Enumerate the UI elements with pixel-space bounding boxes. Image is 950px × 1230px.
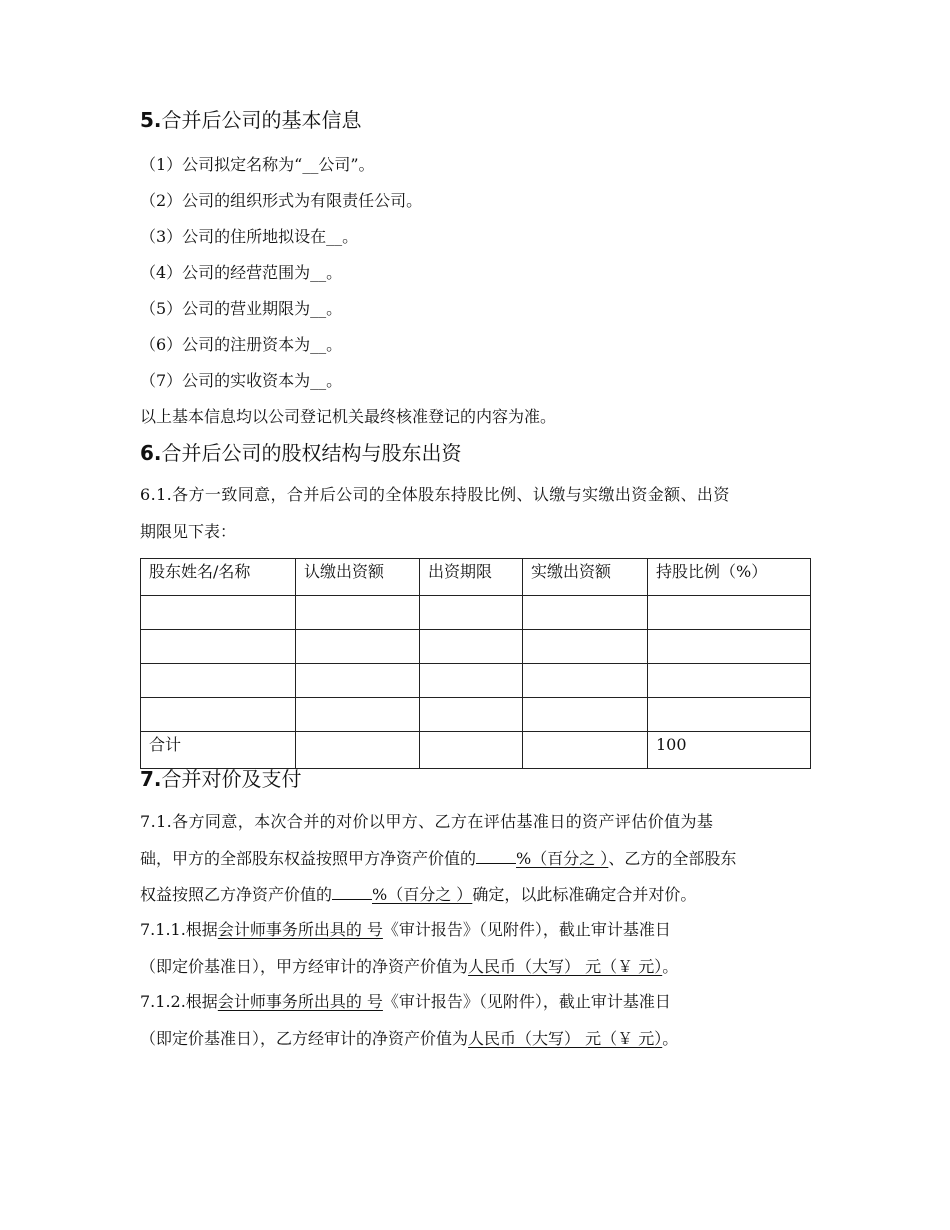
table-cell bbox=[420, 698, 523, 732]
header-subscribed-capital: 认缴出资额 bbox=[296, 559, 420, 596]
section-5-title: 合并后公司的基本信息 bbox=[161, 108, 362, 132]
table-cell bbox=[648, 698, 811, 732]
section-7-1-line-3-text-a: 权益按照乙方净资产价值的 bbox=[140, 885, 333, 904]
table-cell bbox=[420, 664, 523, 698]
table-cell bbox=[296, 698, 420, 732]
total-label-cell: 合计 bbox=[141, 732, 296, 769]
section-7-1-line-3-text-c: 确定，以此标准确定合并对价。 bbox=[472, 885, 697, 904]
section-7-1-2-suffix: 《审计报告》（见附件），截止审计基准日 bbox=[382, 992, 671, 1011]
section-6-heading bbox=[140, 440, 462, 466]
party-b-percent-blank bbox=[332, 883, 372, 900]
table-cell bbox=[420, 732, 523, 769]
section-7-number: 7. bbox=[140, 767, 162, 791]
table-cell bbox=[523, 698, 648, 732]
section-5-number: 5. bbox=[140, 108, 162, 132]
section-7-1-2-line-2 bbox=[140, 1028, 678, 1050]
table-cell bbox=[523, 596, 648, 630]
section-5-item-7: （7）公司的实收资本为__。 bbox=[140, 371, 343, 390]
table-cell bbox=[296, 596, 420, 630]
section-7-1-line-1: 7.1.各方同意，本次合并的对价以甲方、乙方在评估基准日的资产评估价值为基 bbox=[140, 812, 714, 831]
table-cell bbox=[420, 596, 523, 630]
total-ratio-cell: 100 bbox=[648, 732, 811, 769]
section-7-1-1-suffix: 《审计报告》（见附件），截止审计基准日 bbox=[382, 920, 671, 939]
section-7-1-1-line-2-text: （即定价基准日），甲方经审计的净资产价值为 bbox=[140, 957, 469, 976]
section-6-title: 合并后公司的股权结构与股东出资 bbox=[161, 441, 462, 465]
section-5-item-5: （5）公司的营业期限为__。 bbox=[140, 299, 343, 318]
table-cell bbox=[296, 732, 420, 769]
section-5-item-3: （3）公司的住所地拟设在__。 bbox=[140, 227, 359, 246]
section-7-title: 合并对价及支付 bbox=[161, 767, 302, 791]
section-5-item-2: （2）公司的组织形式为有限责任公司。 bbox=[140, 191, 423, 210]
table-cell bbox=[141, 630, 296, 664]
section-6-1-line-2: 期限见下表： bbox=[140, 522, 237, 541]
section-7-1-1-period: 。 bbox=[662, 957, 679, 976]
table-cell bbox=[141, 664, 296, 698]
section-5-item-4: （4）公司的经营范围为__。 bbox=[140, 263, 343, 282]
section-7-1-line-2 bbox=[140, 847, 736, 870]
section-6-number: 6. bbox=[140, 441, 162, 465]
equity-table bbox=[140, 558, 811, 769]
section-7-1-2-line-2-text: （即定价基准日），乙方经审计的净资产价值为 bbox=[140, 1029, 469, 1048]
section-7-1-line-2-text-a: 础，甲方的全部股东权益按照甲方净资产价值的 bbox=[140, 849, 477, 868]
section-7-1-1-line-1 bbox=[140, 919, 671, 941]
table-row bbox=[141, 698, 811, 732]
table-cell bbox=[648, 664, 811, 698]
table-cell bbox=[296, 630, 420, 664]
party-a-percent-blank bbox=[476, 847, 516, 864]
table-cell bbox=[648, 630, 811, 664]
section-5-note: 以上基本信息均以公司登记机关最终核准登记的内容为准。 bbox=[140, 407, 557, 426]
section-7-1-line-2-text-c: 、乙方的全部股东 bbox=[608, 849, 737, 868]
header-shareholder-name: 股东姓名/名称 bbox=[141, 559, 296, 596]
section-7-1-line-3 bbox=[140, 883, 696, 906]
section-5-item-1: （1）公司拟定名称为“__公司”。 bbox=[140, 155, 375, 174]
section-5-item-6: （6）公司的注册资本为__。 bbox=[140, 335, 343, 354]
table-cell bbox=[648, 596, 811, 630]
section-7-1-1-prefix: 7.1.1.根据 bbox=[140, 920, 218, 939]
section-7-1-2-prefix: 7.1.2.根据 bbox=[140, 992, 218, 1011]
section-5-heading bbox=[140, 107, 362, 133]
header-paid-in-capital: 实缴出资额 bbox=[523, 559, 648, 596]
party-a-percent-words: %（百分之 ） bbox=[516, 849, 609, 868]
table-cell bbox=[141, 596, 296, 630]
party-a-net-asset-amount: 人民币（大写） 元（￥ 元） bbox=[468, 957, 663, 976]
section-7-heading bbox=[140, 766, 302, 792]
section-7-1-2-firm-report-no: 会计师事务所出具的 号 bbox=[217, 992, 383, 1011]
table-cell bbox=[141, 698, 296, 732]
table-cell bbox=[523, 664, 648, 698]
header-shareholding-ratio: 持股比例（%） bbox=[648, 559, 811, 596]
section-6-1-line-1: 6.1.各方一致同意，合并后公司的全体股东持股比例、认缴与实缴出资金额、出资 bbox=[140, 485, 730, 504]
section-7-1-1-line-2 bbox=[140, 956, 678, 978]
party-b-percent-words: %（百分之 ） bbox=[372, 885, 473, 904]
table-header-row bbox=[141, 559, 811, 596]
table-cell bbox=[523, 630, 648, 664]
table-cell bbox=[296, 664, 420, 698]
table-total-row bbox=[141, 732, 811, 769]
party-b-net-asset-amount: 人民币（大写） 元（￥ 元） bbox=[468, 1029, 663, 1048]
table-row bbox=[141, 664, 811, 698]
table-row bbox=[141, 596, 811, 630]
table-cell bbox=[420, 630, 523, 664]
section-7-1-2-line-1 bbox=[140, 991, 671, 1013]
section-7-1-1-firm-report-no: 会计师事务所出具的 号 bbox=[217, 920, 383, 939]
header-contribution-period: 出资期限 bbox=[420, 559, 523, 596]
table-row bbox=[141, 630, 811, 664]
section-7-1-2-period: 。 bbox=[662, 1029, 679, 1048]
table-cell bbox=[523, 732, 648, 769]
